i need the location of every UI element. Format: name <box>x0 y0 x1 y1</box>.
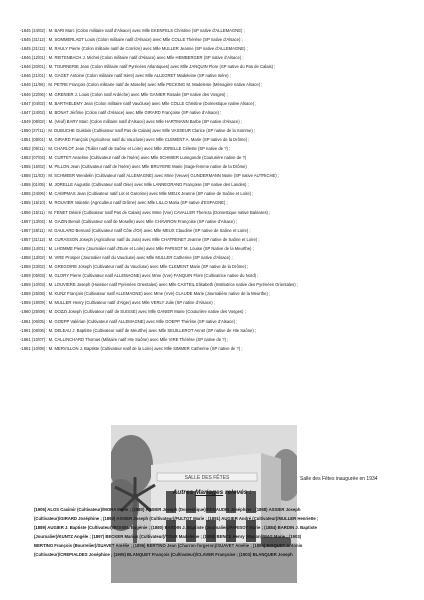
marriage-entry: -1846 (12/01) : M. REITENBACH J. Michel (Colon militaire natif d'Alsace) avec Mlle HEMBERGER (SP native d'Alsace) ; <box>20 55 244 61</box>
marriage-entries-list <box>20 26 412 353</box>
marriage-entry: -1858 (23/02) : M. GREGOIRE Joseph (Cultivateur natif du Vaucluse) avec Mlle CLEMENT Marie (SP native de la Drôme) ; <box>20 264 249 270</box>
marriage-entry: -1861 (06/05) : M. GOEPP Valérian (Cultivateur natif ALLEMAGNE) avec Mlle GOEPP Thérèse (SP native d'Alsace) ; <box>20 318 238 324</box>
marriage-entry: -1850 (27/11) : M. DUBUCHE Guislain (Cultivateur natif Pas de Calais) avec Mlle VASSEUR Clarice (SP native de la Somme) ; <box>20 127 256 133</box>
marriage-entry: -1861 (10/08) : M. MERVILLON J. Baptiste (Cultivateur natif de la Loire) avec Mlle SIMMER Catherine (SP native de ?) ; <box>20 345 243 351</box>
marriage-entry: -1845 (31/12) : M. RAULY Pierre (Colon militaire natif de Corrèze) avec Mlle MULLER Jeanne (SP native d'ALLEMAGNE) ; <box>20 46 248 52</box>
marriage-entry: -1857 (28/11) : M. GAULARD Bernard (Cultivateur natif Côte d'Or) avec Mlle MEUX Claudine (SP native de Saône et Loire) ; <box>20 227 251 233</box>
marriage-entry: -1851 (08/01) : M. GIRARD François (Agriculteur natif du Vaucluse) avec Mlle CLEMENT A. Marie (SP native de la Drôme) ; <box>20 136 250 142</box>
others-title-underlined: Mariages <box>195 489 224 496</box>
marriage-entry: -1852 (09/11) : M. CHARLOT Jean (Tuilier natif de Saône et Loire) avec Mlle JORELLE Céleste (SP native de ?) ; <box>20 146 231 152</box>
marriage-entry: -1849 (08/02) : M. (Veuf) BARY Marc (Colon militaire natif d'Alsace) avec Mlle HARTMANN Barbe (SP native d'Alsace) ; <box>20 118 242 124</box>
other-marriages-line: (Cultivateur)/GIRARD Joséphine ; (1893) ASSIER Joseph (Cultivateur)/FULTOT Marie ; (1891) AUGIER André (Cultivateur)/MULLER Henriette ; <box>34 516 319 522</box>
marriage-entry: -1861 (06/06) : M. DELEAU J. Baptiste (Cultivateur natif de Meurthe) avec Mlle SEUILLEROT Annet (SP native de Hte Saône) ; <box>20 327 257 333</box>
marriage-entry: -1858 (14/01) : M. LHOMME Pierre (Journalier natif d'Eure et Loire) avec Mlle PARISOT M. Louise (SP Native de la Meurthe) ; <box>20 245 254 251</box>
marriage-entry: -1855 (15/02) : M. PILLON Jean (Cultivateur natif de l'Isère) avec Mlle BRUYERE Marie (Sage-femme native de la Drôme) <box>20 164 247 170</box>
marriage-entry: -1846 (22/06) : M. GRENIER J. Louis (Colon natif Ardèche) avec Mlle GANIER Rosalie (SP native des Vosges) ; <box>20 91 228 97</box>
others-title-post: relevés : <box>225 489 252 496</box>
marriage-entry: -1861 (10/07) : M. CALLINCHARD Thomas (Militaire natif Hte Saône) avec Mlle VIRE Thérèse (SP native de ?) ; <box>20 336 229 342</box>
marriage-entry: -1857 (13/04) : M. GAZIN Benoit (Cultivateur natif de Moselle) avec Mlle CHAVIRON Françoise (SP native d'Alsace) ; <box>20 218 238 224</box>
marriage-entry: -1857 (31/12) : M. CURASSON Joseph (Agriculteur natif du Jura) avec Mlle CHATRENET Jeanne (SP native de Saône et Loire) ; <box>20 236 260 242</box>
marriage-entry: -1847 (04/02) : M. BARTHELEMY Jean (Colon militaire natif Vaucluse) avec Mlle COLLE Christine (Domestique native Alsace) ; <box>20 100 257 106</box>
marriage-entry: -1845 (31/12) : M. SOMMERLADT Louis (Colon militaire natif d'Alsace) avec Mlle COLLE Thérèse (SP native d'Alsace) ; <box>20 37 243 43</box>
others-title-pre: Autres <box>172 489 194 496</box>
marriage-entry: -1858 (13/02) : M. VIRE Prosper (Journalier natif du Vaucluse) avec Mlle MULLER Catherine (SP native d'Alsace) ; <box>20 254 233 260</box>
marriage-entry: -1845 (24/02) : M. BARI Marc (Colon militaire natif d'Alsace) avec Mlle EKENFELS Christine (SP native d'ALLEMAGNE) ; <box>20 28 245 33</box>
other-marriages-line: (1905) ALOS Casimir (Cultivateur)/MORA Marie ; (1880) ASSIER Joseph (Domestique)/RENAUDIN Joséphine ; (1888) ASSIER Joseph <box>34 507 301 512</box>
photo-caption: Salle des Fêtes inaugurée en 1934 <box>300 476 378 482</box>
marriage-entry: -1846 (21/01) : M. GAGET Antoine (Colon militaire natif Isère) avec Mlle ALLEGRET Madeleine (SP native Isère) ; <box>20 73 231 79</box>
marriage-entry: -1853 (07/04) : M. CURTET Anselme (Cultivateur natif de l'Isère) avec Mlle SCHMIER Lunegonde (Couturière native de ?) <box>20 155 247 161</box>
marriage-entry: -1859 (10/03) : M. LOUVIERE Joseph (Huissier natif Pyrénées Orientales) avec Mlle CASTEIL Elisabeth (Institutrice native des Pyrénées Orientales) ; <box>20 282 298 288</box>
marriage-entry: -1846 (20/01) : M. TOURNERIE Jean (Colon militaire natif Pyrénées Atlantiques) avec Mlle JANQUIN Flore (SP native du Pas de Calais) ; <box>20 64 276 70</box>
marriage-entry: -1855 (01/05) : M. JORELLE Augustin (Cultivateur natif Oise) avec Mlle LANNEGRAND Françoise (SP native des Landes) ; <box>20 182 249 188</box>
marriage-entry: -1855 (24/06) : M. CAMPMAS Jean (Cultivateur natif Lot et Garonne) avec Mlle MEUX Jeanne (SP native de Saône et Loire) ; <box>20 191 254 197</box>
marriage-entry: -1855 (15/10) : M. ROUVIER Valentin (Agriculteur natif Drôme) avec Mlle LILLO Maria (SP native d'ESPAGNE) ; <box>20 200 228 206</box>
marriage-entry: -1859 (19/09) : M. MULLER Henry (Cultivateur natif d'Alger) avec Mlle VERLY Julie (SP native d'Alsace) ; <box>20 300 216 306</box>
marriage-entry: -1860 (25/08) : M. DOZZI Joseph (Cultivateur natif de SUISSE) avec Mlle GANIER Marie (Couturière native des Vosges) ; <box>20 309 246 315</box>
marriage-entry: -1859 (25/08) : M. KUNZ François (Cultivateur natif ALLEMAGNE) avec Mme (Vve) CLAUDE Marie (Journalière native de la Meurthe) ; <box>20 291 271 297</box>
building-sign: SALLE DES FÊTES <box>184 475 230 481</box>
marriage-entry: -1855 (11/03) : M. SCHMEER Wendelin (Cultivateur natif ALLEMAGNE) avec Mme (Veuve) GUNDERMANN Marie (SP native AUTRICHE) ; <box>20 173 280 179</box>
other-marriages-line: (Journalier)/KUNTZ Angèle ; (1897) BECKER Marius (Cultivateur)/TOUR Madeleine ; (1888) BENCE Henry (Maçon)/MAS Marie ; (1903) <box>34 534 302 540</box>
others-section-title <box>0 489 424 496</box>
other-marriages-list <box>34 505 399 560</box>
other-marriages-line: BERTINO François (Bourrelier)/SUAVET Amélie ; (1896) BERTINO Jean (Charron-forgeron)/SUAVET Amélie ; (1894) BISQUET Antonio <box>34 543 303 549</box>
other-marriages-line: (1889) AUGIER J. Baptiste (Cultivateur)/BOISEL Eugénie ; (1880) BARDIN J. Baptiste (Journalier)/PARISOT Marie ; (1884) BARDIN J. Baptiste <box>34 525 317 531</box>
other-marriages-line: (Cultivateur)/CREPIALDES Joséphine ; (1905) BLANQUET François (Cultivateur)/CLAVER Françoise ; (1903) BLANQUER Joseph <box>34 552 293 558</box>
marriage-entry: -1859 (05/03) : M. GLORY Pierre (Cultivateur natif ALLEMAGNE) avec Mme (Vve) FANQUIN Flore (Cultivatrice native du Nord) ; <box>20 273 259 279</box>
marriage-entry: -1847 (24/02) : M. BONAT Jérôme (Colon natif d'Alsace) avec Mlle GIRARD Françoise (SP native d'Alsace) ; <box>20 109 222 115</box>
marriage-entry: -1856 (15/11) : M. FENET Désiré (Cultivateur natif Pas de Calais) avec Mme (Vve) CAVALLER Thereza (Domestique native Baléares) ; <box>20 209 271 215</box>
marriage-entry: -1846 (11/06) : M. PETRE François (Colon militaire natif de Moselle) avec Mlle PECKING M. Madeleine (Ménagère native Alsace) ; <box>20 82 263 88</box>
